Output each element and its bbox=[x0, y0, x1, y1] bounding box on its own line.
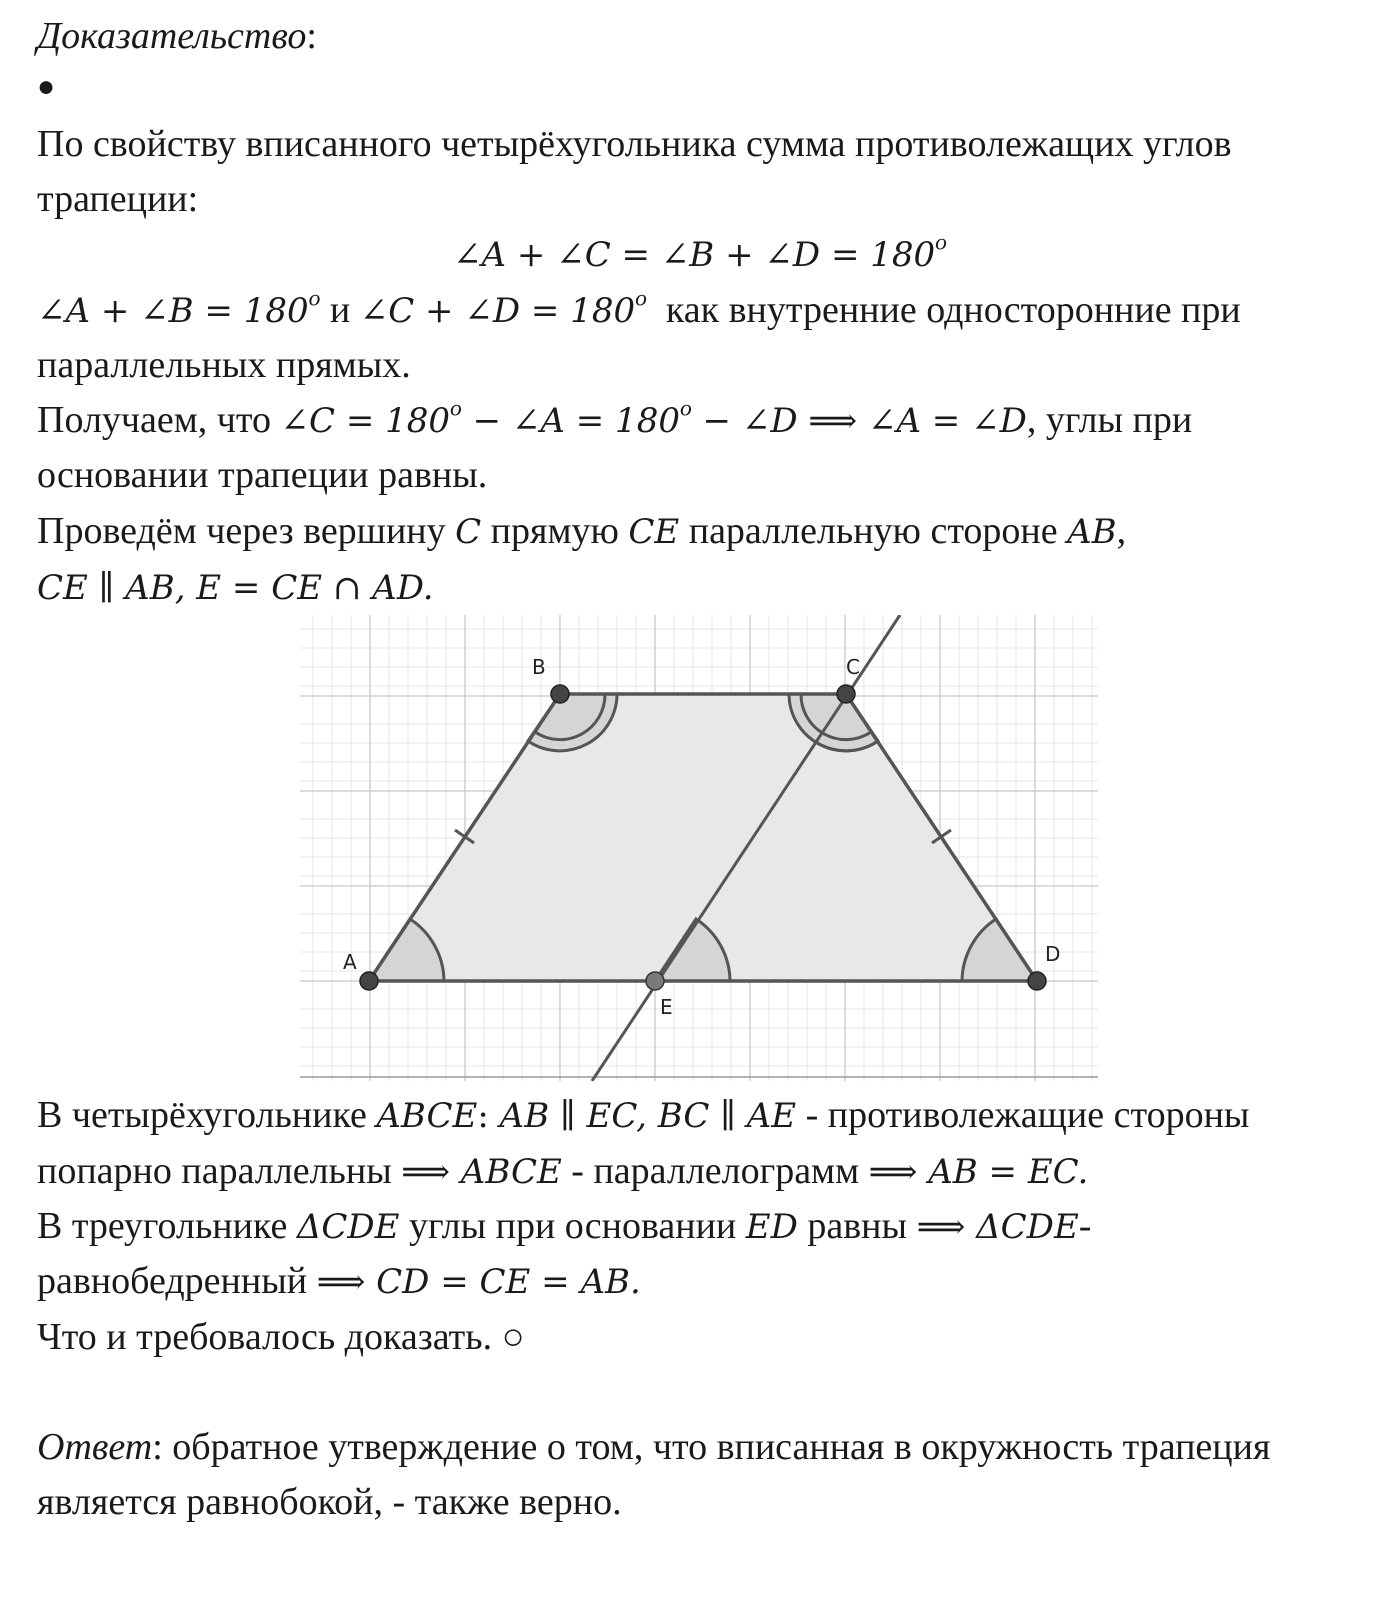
point-E bbox=[646, 972, 664, 990]
para1-line1: По свойству вписанного четырёхугольника сумма противолежащих углов bbox=[37, 123, 1232, 165]
para6-line2 bbox=[37, 1262, 641, 1300]
para2-line2: параллельных прямых. bbox=[37, 344, 411, 386]
answer-label: Ответ bbox=[37, 1426, 153, 1468]
trapezoid-figure bbox=[300, 615, 1098, 1081]
para6-math4: ⟹ CD = CE = AB. bbox=[316, 1262, 641, 1302]
para6-text4: - bbox=[1078, 1205, 1092, 1247]
para5-colon: : bbox=[477, 1096, 500, 1136]
para6-text2: углы при основании bbox=[399, 1205, 746, 1247]
para5-text3: - противолежащие стороны bbox=[796, 1094, 1250, 1136]
para3-line2: основании трапеции равны. bbox=[37, 454, 488, 496]
equation-angle-sums bbox=[0, 229, 1400, 275]
para6-line1 bbox=[37, 1207, 1091, 1245]
para4-line1 bbox=[37, 512, 1126, 550]
para5-line1 bbox=[37, 1096, 1249, 1134]
proof-heading-colon: : bbox=[306, 15, 317, 57]
para4-text4: , bbox=[1116, 510, 1127, 552]
bullet-marker bbox=[37, 72, 55, 102]
label-B: B bbox=[532, 655, 546, 679]
para2-math1: ∠A + ∠B = 180 bbox=[37, 291, 309, 331]
para3-line1 bbox=[37, 395, 1193, 441]
proof-heading bbox=[37, 17, 317, 55]
point-C bbox=[837, 685, 855, 703]
para5-math1: ABCE bbox=[376, 1096, 478, 1136]
label-A: A bbox=[343, 950, 357, 974]
para5-math4: ⟹ AB = EC. bbox=[868, 1152, 1089, 1192]
point-D bbox=[1028, 972, 1046, 990]
para2-text: как внутренние односторонние при bbox=[646, 289, 1241, 331]
para6-math3: ⟹ ΔCDE bbox=[916, 1207, 1079, 1247]
answer-line2: является равнобокой, - также верно. bbox=[37, 1481, 622, 1523]
para5-text1: В четырёхугольнике bbox=[37, 1094, 377, 1136]
degree-mark: o bbox=[450, 395, 462, 422]
para4-math1: C bbox=[455, 512, 482, 552]
para2-line1 bbox=[37, 285, 1241, 331]
para5-line2 bbox=[37, 1152, 1088, 1190]
para5-text5: - параллелограмм bbox=[561, 1150, 869, 1192]
para6-text1: В треугольнике bbox=[37, 1205, 297, 1247]
para4-text1: Проведём через вершину bbox=[37, 510, 456, 552]
para4-line2 bbox=[37, 568, 434, 606]
degree-mark: o bbox=[679, 395, 692, 422]
conclusion-line: Что и требовалось доказать. ○ bbox=[37, 1316, 525, 1358]
degree-mark: o bbox=[308, 285, 321, 312]
equation-body: ∠A + ∠C = ∠B + ∠D = 180 bbox=[453, 235, 936, 275]
para4-text2: прямую bbox=[481, 510, 629, 552]
para2-math2: ∠C + ∠D = 180 bbox=[359, 291, 636, 331]
bullet-glyph: ● bbox=[37, 70, 56, 103]
para5-math3: ⟹ ABCE bbox=[401, 1152, 562, 1192]
degree-mark: o bbox=[635, 285, 647, 312]
label-C: C bbox=[846, 655, 860, 679]
para3-math3: − ∠D ⟹ ∠A = ∠D bbox=[691, 401, 1027, 441]
label-D: D bbox=[1045, 942, 1061, 966]
para3-math2: − ∠A = 180 bbox=[461, 401, 680, 441]
para4-math4: CE ∥ AB, E = CE ∩ AD. bbox=[37, 568, 434, 608]
para6-text3: равны bbox=[797, 1205, 917, 1247]
answer-text: : обратное утверждение о том, что вписанная в окружность трапеция bbox=[152, 1426, 1271, 1468]
para6-text5: равнобедренный bbox=[37, 1260, 317, 1302]
point-B bbox=[551, 685, 569, 703]
para1-line2: трапеции: bbox=[37, 178, 199, 220]
para3-math1: ∠C = 180 bbox=[280, 401, 451, 441]
para4-math3: AB bbox=[1067, 512, 1117, 552]
para6-math1: ΔCDE bbox=[296, 1207, 400, 1247]
proof-heading-label: Доказательство bbox=[37, 15, 307, 57]
answer-line1 bbox=[37, 1428, 1270, 1466]
para3-text2: , углы при bbox=[1026, 399, 1193, 441]
para5-text4: попарно параллельны bbox=[37, 1150, 402, 1192]
degree-mark: o bbox=[935, 229, 947, 256]
para2-and: и bbox=[320, 289, 360, 331]
para4-math2: CE bbox=[628, 512, 680, 552]
para3-text1: Получаем, что bbox=[37, 399, 281, 441]
point-A bbox=[360, 972, 378, 990]
para6-math2: ED bbox=[745, 1207, 798, 1247]
para5-math2: AB ∥ EC, BC ∥ AE bbox=[499, 1096, 797, 1136]
para4-text3: параллельную стороне bbox=[679, 510, 1068, 552]
label-E: E bbox=[660, 995, 673, 1019]
